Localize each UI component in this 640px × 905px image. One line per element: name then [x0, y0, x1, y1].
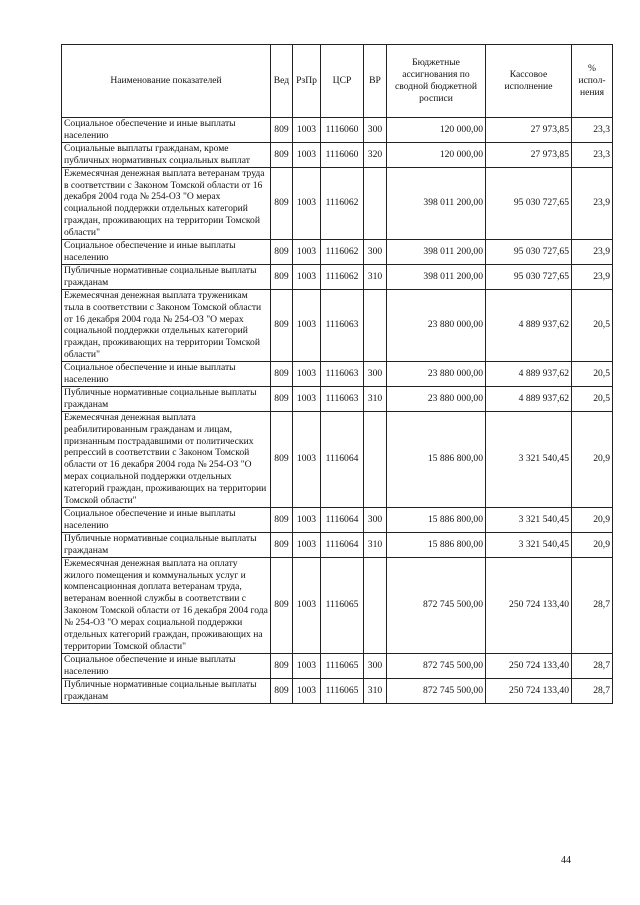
cash-cell: 250 724 133,40: [486, 678, 572, 703]
percent-cell: 20,5: [572, 362, 613, 387]
ved-cell: 809: [271, 362, 293, 387]
cash-cell: 3 321 540,45: [486, 508, 572, 533]
row-name-cell: Социальное обеспечение и иные выплаты населению: [62, 508, 271, 533]
ved-cell: 809: [271, 386, 293, 411]
budget-cell: 398 011 200,00: [387, 264, 486, 289]
table-row: [62, 167, 613, 239]
percent-cell: 20,9: [572, 532, 613, 557]
cash-cell: 4 889 937,62: [486, 386, 572, 411]
table-header-row: [62, 45, 613, 118]
csr-cell: 1116063: [321, 386, 364, 411]
csr-cell: 1116064: [321, 508, 364, 533]
budget-execution-table: [61, 44, 613, 704]
percent-cell: 20,9: [572, 508, 613, 533]
vr-cell: 320: [364, 142, 387, 167]
row-name-cell: Ежемесячная денежная выплата труженикам тыла в соответствии с Законом Томской области от 16 декабря 2004 года № 254-ОЗ "О мерах социальной поддержки отдельных категорий граждан, проживающих на территории Томской области": [62, 289, 271, 361]
table-row: [62, 386, 613, 411]
rzpr-cell: 1003: [293, 264, 321, 289]
vr-cell: 310: [364, 678, 387, 703]
csr-cell: 1116065: [321, 678, 364, 703]
cash-cell: 4 889 937,62: [486, 362, 572, 387]
cash-cell: 95 030 727,65: [486, 167, 572, 239]
budget-cell: 23 880 000,00: [387, 289, 486, 361]
csr-cell: 1116065: [321, 557, 364, 653]
rzpr-cell: 1003: [293, 532, 321, 557]
table-row: [62, 508, 613, 533]
row-name-cell: Публичные нормативные социальные выплаты гражданам: [62, 264, 271, 289]
ved-cell: 809: [271, 508, 293, 533]
row-name-cell: Публичные нормативные социальные выплаты гражданам: [62, 386, 271, 411]
rzpr-cell: 1003: [293, 386, 321, 411]
cash-cell: 250 724 133,40: [486, 557, 572, 653]
table-row: [62, 118, 613, 143]
row-name-cell: Ежемесячная денежная выплата ветеранам труда в соответствии с Законом Томской области от 16 декабря 2004 года № 254-ОЗ "О мерах социальной поддержки отдельных категорий граждан, проживающих на территории Томской области": [62, 167, 271, 239]
cash-cell: 95 030 727,65: [486, 240, 572, 265]
csr-cell: 1116063: [321, 289, 364, 361]
cash-cell: 4 889 937,62: [486, 289, 572, 361]
budget-cell: 23 880 000,00: [387, 362, 486, 387]
ved-cell: 809: [271, 289, 293, 361]
header-vr: ВР: [364, 45, 387, 118]
vr-cell: 300: [364, 240, 387, 265]
budget-cell: 398 011 200,00: [387, 167, 486, 239]
page-number: 44: [561, 855, 571, 866]
table-row: [62, 557, 613, 653]
ved-cell: 809: [271, 167, 293, 239]
ved-cell: 809: [271, 678, 293, 703]
row-name-cell: Социальное обеспечение и иные выплаты населению: [62, 240, 271, 265]
table-row: [62, 264, 613, 289]
table-row: [62, 411, 613, 507]
table-row: [62, 653, 613, 678]
csr-cell: 1116064: [321, 411, 364, 507]
rzpr-cell: 1003: [293, 653, 321, 678]
budget-cell: 872 745 500,00: [387, 557, 486, 653]
table-row: [62, 240, 613, 265]
rzpr-cell: 1003: [293, 362, 321, 387]
row-name-cell: Социальное обеспечение и иные выплаты населению: [62, 653, 271, 678]
vr-cell: 300: [364, 508, 387, 533]
rzpr-cell: 1003: [293, 118, 321, 143]
table-body: [62, 118, 613, 704]
ved-cell: 809: [271, 411, 293, 507]
csr-cell: 1116060: [321, 118, 364, 143]
budget-cell: 15 886 800,00: [387, 532, 486, 557]
cash-cell: 250 724 133,40: [486, 653, 572, 678]
percent-cell: 23,9: [572, 167, 613, 239]
vr-cell: 310: [364, 386, 387, 411]
header-budget: Бюджетные ассигнования по сводной бюджетной росписи: [387, 45, 486, 118]
vr-cell: [364, 167, 387, 239]
percent-cell: 23,9: [572, 240, 613, 265]
cash-cell: 3 321 540,45: [486, 532, 572, 557]
table-row: [62, 289, 613, 361]
row-name-cell: Социальное обеспечение и иные выплаты населению: [62, 118, 271, 143]
rzpr-cell: 1003: [293, 678, 321, 703]
rzpr-cell: 1003: [293, 142, 321, 167]
ved-cell: 809: [271, 118, 293, 143]
vr-cell: [364, 289, 387, 361]
percent-cell: 28,7: [572, 678, 613, 703]
csr-cell: 1116062: [321, 264, 364, 289]
percent-cell: 23,3: [572, 118, 613, 143]
table-row: [62, 142, 613, 167]
header-name: Наименование показателей: [62, 45, 271, 118]
header-ved: Вед: [271, 45, 293, 118]
header-cash: Кассовое исполнение: [486, 45, 572, 118]
percent-cell: 28,7: [572, 557, 613, 653]
ved-cell: 809: [271, 240, 293, 265]
ved-cell: 809: [271, 557, 293, 653]
row-name-cell: Социальное обеспечение и иные выплаты населению: [62, 362, 271, 387]
rzpr-cell: 1003: [293, 557, 321, 653]
csr-cell: 1116063: [321, 362, 364, 387]
row-name-cell: Публичные нормативные социальные выплаты гражданам: [62, 678, 271, 703]
cash-cell: 95 030 727,65: [486, 264, 572, 289]
header-csr: ЦСР: [321, 45, 364, 118]
rzpr-cell: 1003: [293, 167, 321, 239]
budget-cell: 23 880 000,00: [387, 386, 486, 411]
percent-cell: 28,7: [572, 653, 613, 678]
percent-cell: 23,9: [572, 264, 613, 289]
row-name-cell: Ежемесячная денежная выплата на оплату жилого помещения и коммунальных услуг и компенсационная доплата ветеранам труда, ветеранам военной службы в соответствии с Законом Томской области от 16 декабря 2004 года № 254-ОЗ "О мерах социальной поддержки отдельных категорий граждан, проживающих на территории Томской области": [62, 557, 271, 653]
budget-cell: 398 011 200,00: [387, 240, 486, 265]
table-row: [62, 678, 613, 703]
budget-cell: 120 000,00: [387, 142, 486, 167]
csr-cell: 1116062: [321, 240, 364, 265]
rzpr-cell: 1003: [293, 289, 321, 361]
budget-cell: 15 886 800,00: [387, 508, 486, 533]
vr-cell: 300: [364, 653, 387, 678]
rzpr-cell: 1003: [293, 508, 321, 533]
budget-cell: 872 745 500,00: [387, 653, 486, 678]
csr-cell: 1116060: [321, 142, 364, 167]
budget-cell: 872 745 500,00: [387, 678, 486, 703]
ved-cell: 809: [271, 264, 293, 289]
cash-cell: 3 321 540,45: [486, 411, 572, 507]
header-percent: % испол-нения: [572, 45, 613, 118]
vr-cell: [364, 557, 387, 653]
row-name-cell: Публичные нормативные социальные выплаты гражданам: [62, 532, 271, 557]
ved-cell: 809: [271, 142, 293, 167]
vr-cell: 300: [364, 118, 387, 143]
vr-cell: 310: [364, 532, 387, 557]
table-row: [62, 532, 613, 557]
row-name-cell: Социальные выплаты гражданам, кроме публичных нормативных социальных выплат: [62, 142, 271, 167]
ved-cell: 809: [271, 532, 293, 557]
budget-cell: 15 886 800,00: [387, 411, 486, 507]
vr-cell: 300: [364, 362, 387, 387]
percent-cell: 20,5: [572, 289, 613, 361]
percent-cell: 23,3: [572, 142, 613, 167]
table-row: [62, 362, 613, 387]
percent-cell: 20,9: [572, 411, 613, 507]
budget-cell: 120 000,00: [387, 118, 486, 143]
row-name-cell: Ежемесячная денежная выплата реабилитированным гражданам и лицам, признанным пострадавшими от политических репрессий в соответствии с Законом Томской области от 16 декабря 2004 года № 254-ОЗ "О мерах социальной поддержки отдельных категорий граждан, проживающих на территории Томской области": [62, 411, 271, 507]
rzpr-cell: 1003: [293, 411, 321, 507]
cash-cell: 27 973,85: [486, 118, 572, 143]
vr-cell: 310: [364, 264, 387, 289]
vr-cell: [364, 411, 387, 507]
ved-cell: 809: [271, 653, 293, 678]
percent-cell: 20,5: [572, 386, 613, 411]
csr-cell: 1116065: [321, 653, 364, 678]
header-rzpr: РзПр: [293, 45, 321, 118]
csr-cell: 1116064: [321, 532, 364, 557]
csr-cell: 1116062: [321, 167, 364, 239]
rzpr-cell: 1003: [293, 240, 321, 265]
cash-cell: 27 973,85: [486, 142, 572, 167]
